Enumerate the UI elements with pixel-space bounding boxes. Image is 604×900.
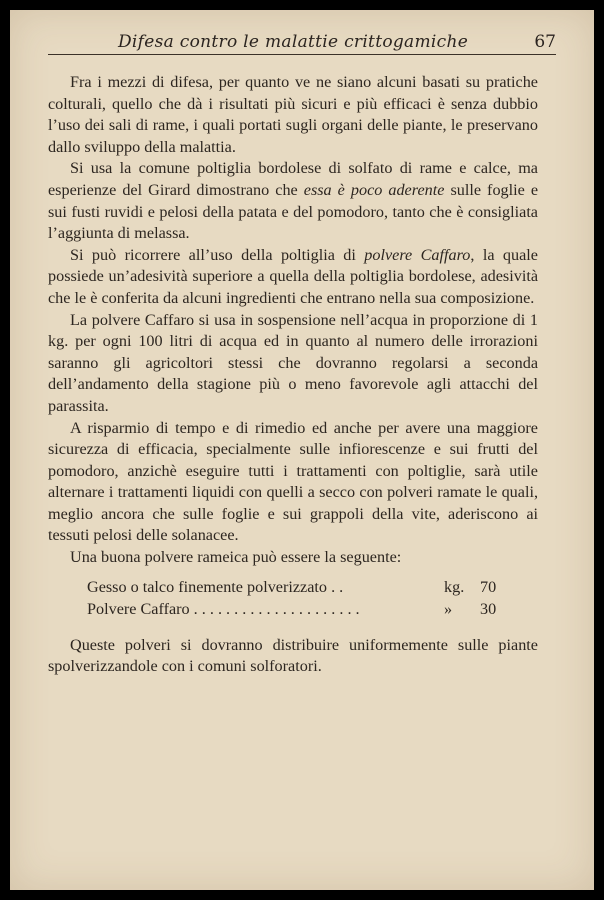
recipe-table: [48, 577, 538, 621]
running-title: Difesa contro le malattie crittogamiche: [118, 32, 469, 52]
paragraph: [48, 547, 538, 569]
paragraph: [48, 418, 538, 548]
text-run: Una buona polvere rameica può essere la seguente:: [70, 548, 402, 567]
text-run: Fra i mezzi di difesa, per quanto ve ne siano alcuni basati su pratiche colturali, quello che dà i risultati più sicuri e più efficaci è senza dubbio l’uso dei sali di rame, i quali portati sugli organi delle piante, le preservano dallo sviluppo della malattia.: [48, 73, 538, 156]
recipe-item: Gesso o talco finemente polverizzato . .: [87, 577, 344, 596]
text-run: A risparmio di tempo e di rimedio ed anche per avere una maggiore sicurezza di efficacia, specialmente sulle infiorescenze e sui frutti del pomodoro, anzichè eseguire tutti i trattamenti con poltiglie, sarà utile alternare i trattamenti liquidi con quelli a secco con polveri ramate le quali, meglio ancora che sulle foglie e sui grappoli della vite, aderiscono ai tessuti pelosi delle solanacee.: [48, 418, 538, 545]
text-run: sulle foglie e sui fusti ruvidi e pelosi della patata e del pomodoro, tanto che è consigliata l’aggiunta di melassa.: [48, 180, 539, 243]
recipe-unit: »: [444, 599, 453, 618]
closing-paragraph: [48, 635, 538, 678]
page-number: 67: [534, 32, 556, 52]
text-run: Si può ricorrere all’uso della poltiglia di: [70, 245, 365, 264]
paragraph: [48, 310, 538, 418]
paragraph: [48, 72, 538, 158]
text-run: , la quale possiede un’adesività superiore a quella della poltiglia bordolese, adesività che le è conferita da alcuni ingredienti che entrano nella sua composizione.: [48, 245, 538, 307]
paragraph: [48, 245, 538, 310]
recipe-unit: kg.: [444, 577, 465, 596]
body-text: [48, 72, 538, 678]
book-page: [10, 10, 594, 890]
paragraphs: [48, 72, 538, 569]
italic-phrase: polvere Caffaro: [364, 245, 471, 264]
text-run: La polvere Caffaro si usa in sospensione nell’acqua in proporzione di 1 kg. per ogni 100 litri di acqua ed in quanto al numero delle irrorazioni saranno gli agricoltori stessi che dovranno regolarsi a seconda dell’andamento della stagione più o meno favorevole agli attacchi del parassita.: [48, 310, 538, 415]
recipe-item: Polvere Caffaro . . . . . . . . . . . . . . . . . . . . .: [87, 599, 360, 618]
recipe-row: [48, 577, 538, 599]
recipe-quantity: 70: [480, 577, 497, 596]
running-header: [48, 24, 556, 55]
italic-phrase: essa è poco aderente: [303, 180, 445, 199]
text-run: Si usa la comune poltiglia bordolese di solfato di rame e calce, ma esperienze del Girard dimostrano che: [48, 159, 538, 199]
paragraph: Queste polveri si dovranno distribuire uniformemente sulle piante spolverizzandole con i comuni solforatori.: [48, 635, 538, 676]
recipe-quantity: 30: [480, 599, 497, 618]
recipe-row: [48, 599, 538, 621]
paragraph: [48, 158, 538, 244]
